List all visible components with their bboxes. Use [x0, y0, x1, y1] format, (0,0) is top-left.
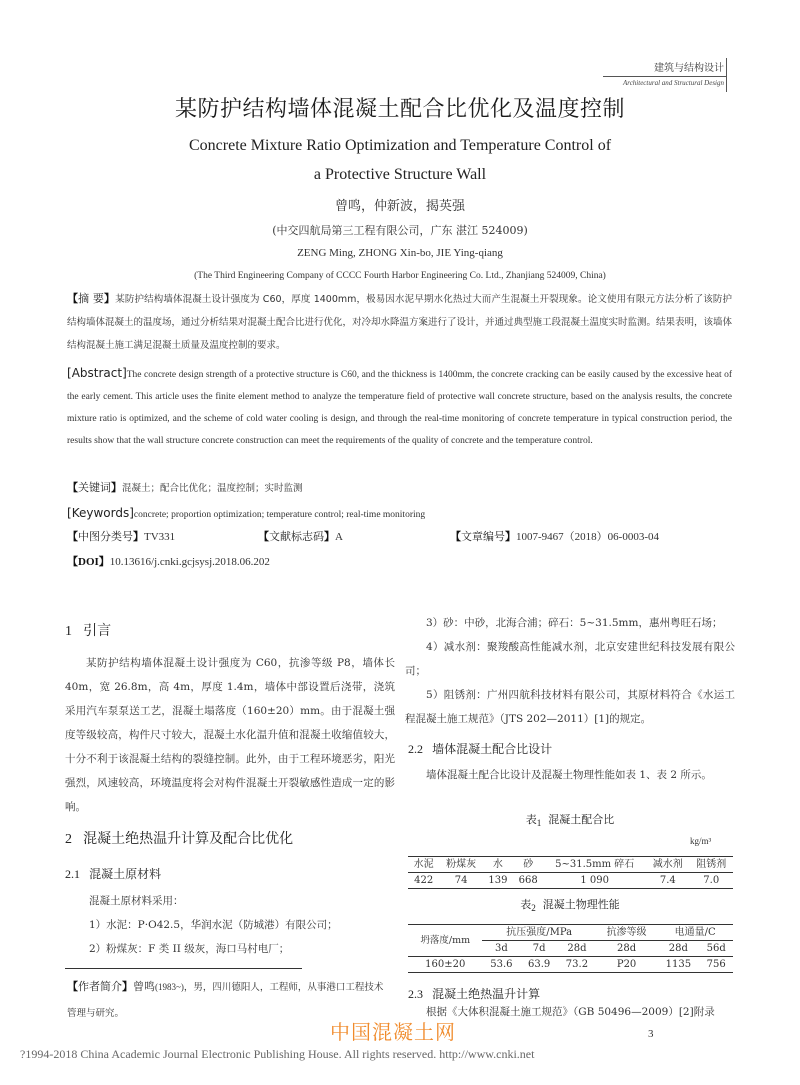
table-1-header: 砂 — [513, 857, 543, 873]
table-2-cell: 73.2 — [558, 957, 596, 973]
table-2-cell: 63.9 — [520, 957, 558, 973]
affiliation-cn: (中交四航局第三工程有限公司，广东 湛江 524009) — [272, 224, 528, 237]
table-1-data-row — [408, 873, 733, 889]
table-1-cell: 74 — [439, 873, 482, 889]
table-1-caption-number: 1 — [536, 818, 542, 829]
doc-code-value: A — [335, 531, 343, 543]
abstract-cn — [67, 287, 732, 357]
table-2-slump-header: 坍落度/mm — [408, 925, 482, 957]
table-2-subheader: 3d — [494, 943, 508, 954]
footnote-rule — [65, 968, 302, 969]
table-2-cell: 1135 — [657, 957, 699, 973]
affiliation-en: (The Third Engineering Company of CCCC Fourth Harbor Engineering Co. Ltd., Zhanjiang 524009, China) — [194, 271, 606, 281]
keywords-cn-text: 混凝土；配合比优化；温度控制；实时监测 — [122, 483, 303, 494]
table-2-caption-title: 混凝土物理性能 — [542, 898, 620, 911]
abstract-en-label: [Abstract] — [67, 366, 127, 380]
authors-en: ZENG Ming, ZHONG Xin-bo, JIE Ying-qiang — [297, 247, 503, 259]
keywords-cn-label: 【关键词】 — [67, 481, 122, 494]
doc-code-label: 【文献标志码】 — [258, 530, 335, 543]
section-2-1-title: 混凝土原材料 — [89, 867, 162, 881]
table-1-caption-prefix: 表 — [525, 813, 537, 826]
table-2 — [408, 924, 733, 973]
table-2-subheader: 28d — [668, 943, 688, 954]
section-1-heading — [65, 620, 111, 640]
table-2-impermeability-header: 抗渗等级 — [596, 925, 657, 941]
abstract-en — [67, 362, 732, 452]
clc-label: 【中图分类号】 — [67, 530, 144, 543]
running-header-rule — [603, 76, 727, 77]
table-1-header: 粉煤灰 — [439, 857, 482, 873]
table-2-caption — [405, 897, 735, 916]
table-2-subheader: 28d — [617, 943, 637, 954]
table-2-subheader: 7d — [532, 943, 546, 954]
title-en-line2: a Protective Structure Wall — [313, 166, 487, 183]
title-en-line1: Concrete Mixture Ratio Optimization and Temperature Control of — [188, 137, 612, 154]
table-2-subheader: 56d — [706, 943, 726, 954]
section-1-paragraph: 某防护结构墙体混凝土设计强度为 C60，抗渗等级 P8，墙体长 40m，宽 26.8m，高 4m，厚度 1.4m，墙体中部设置后浇带，浇筑采用汽车泵泵送工艺，混凝土塌落度（160±20）mm。由于混凝土强度等级较高，构件尺寸较大，混凝土水化温升值和混凝土收缩值较大，十分不利于该混凝土结构的裂缝控制。此外，由于工程环境恶劣，阳光强烈，风速较高，环境温度将会对构件混凝土开裂敏感性造成一定的影响。 — [65, 657, 395, 813]
table-1-cell: 1 090 — [543, 873, 646, 889]
author-bio-name: 曾鸣 — [133, 980, 155, 993]
doi-label: 【DOI】 — [67, 556, 110, 568]
section-2-3-title: 混凝土绝热温升计算 — [432, 987, 541, 1001]
material-1: 1）水泥：P·O42.5，华润水泥（防城港）有限公司； — [89, 919, 338, 931]
table-2-header-row — [408, 925, 733, 941]
table-1-unit: kg/m³ — [690, 836, 712, 846]
title-cn: 某防护结构墙体混凝土配合比优化及温度控制 — [174, 97, 625, 122]
table-2-subheader: 28d — [567, 943, 587, 954]
table-1-header: 5~31.5mm 碎石 — [543, 857, 646, 873]
table-1-caption-title: 混凝土配合比 — [548, 813, 615, 826]
table-2-flux-header: 电通量/C — [657, 925, 733, 941]
article-no-label: 【文章编号】 — [450, 530, 516, 543]
table-2-cell: 756 — [699, 957, 733, 973]
table-1-caption — [405, 812, 735, 831]
section-2-2-number: 2.2 — [408, 742, 423, 756]
author-bio-years: (1983~) — [155, 982, 184, 992]
copyright-notice: ?1994-2018 China Academic Journal Electronic Publishing House. All rights reserved. http://www.cnki.net — [20, 1047, 535, 1061]
table-2-cell: 53.6 — [482, 957, 520, 973]
section-2-1-heading — [65, 863, 161, 882]
table-1-header: 减水剂 — [646, 857, 689, 873]
article-no-value: 1007-9467（2018）06-0003-04 — [516, 531, 659, 543]
clc-number — [67, 528, 175, 544]
section-2-2-title: 墙体混凝土配合比设计 — [432, 742, 553, 756]
author-bio-text: ，男，四川德阳人，工程师，从事港口工程技术管理与研究。 — [67, 982, 384, 1019]
keywords-cn — [67, 478, 732, 499]
section-2-3-number: 2.3 — [408, 987, 423, 1001]
doi-value[interactable]: 10.13616/j.cnki.gcjsysj.2018.06.202 — [109, 556, 270, 568]
abstract-cn-label: 【摘 要】 — [67, 292, 116, 305]
table-1-header: 水泥 — [408, 857, 439, 873]
running-header-en: Architectural and Structural Design — [622, 79, 724, 87]
document-code — [258, 528, 343, 544]
section-2-number: 2 — [65, 832, 72, 847]
running-header-cn: 建筑与结构设计 — [654, 63, 724, 74]
clc-value: TV331 — [144, 531, 176, 543]
table-1-header: 水 — [483, 857, 513, 873]
page-number: 3 — [648, 1028, 654, 1040]
table-2-data-row — [408, 957, 733, 973]
section-2-2-paragraph: 墙体混凝土配合比设计及混凝土物理性能如表 1、表 2 所示。 — [426, 769, 712, 781]
keywords-en-label: [Keywords] — [67, 506, 134, 520]
table-2-strength-header: 抗压强度/MPa — [482, 925, 595, 941]
keywords-en-text: concrete; proportion optimization; temperature control; real-time monitoring — [133, 510, 426, 520]
article-number — [450, 528, 659, 544]
table-1-cell: 422 — [408, 873, 439, 889]
material-2: 2）粉煤灰：F 类 II 级灰，海口马村电厂； — [89, 943, 290, 955]
table-2-caption-prefix: 表 — [520, 898, 532, 911]
table-1-header-row — [408, 857, 733, 873]
table-1-cell: 7.4 — [646, 873, 689, 889]
table-1-header: 阻锈剂 — [690, 857, 733, 873]
section-2-heading — [65, 828, 293, 848]
running-header-vertical-rule — [726, 58, 727, 92]
abstract-en-text: The concrete design strength of a protective structure is C60, and the thickness is 1400mm, the concrete cracking can be easily caused by the excessive heat of the early cement. This article uses the finite element method to analyze the temperature field of protective wall concrete structure, based on the analysis results, the concrete mixture ratio is optimized, and the scheme of cold water cooling is design, and through the real-time monitoring of concrete temperature in typical construction period, the results show that the wall structure concrete construction can meet the requirements of the quality of concrete and the temperature control. — [67, 370, 732, 446]
section-1-number: 1 — [65, 624, 72, 639]
keywords-en — [67, 503, 732, 525]
material-3: 3）砂：中砂，北海合浦；碎石：5~31.5mm，惠州粤旺石场； — [426, 617, 723, 629]
section-1-title: 引言 — [83, 623, 112, 639]
table-2-cell: P20 — [596, 957, 657, 973]
table-1-cell: 139 — [483, 873, 513, 889]
table-2-caption-number: 2 — [531, 903, 536, 914]
table-1-cell: 668 — [513, 873, 543, 889]
section-2-2-heading — [408, 738, 552, 757]
material-4: 4）减水剂：聚羧酸高性能减水剂，北京安建世纪科技发展有限公司； — [405, 641, 735, 677]
section-2-title: 混凝土绝热温升计算及配合比优化 — [83, 831, 294, 847]
section-2-3-paragraph: 根据《大体积混凝土施工规范》（GB 50496—2009）[2]附录 — [426, 1006, 715, 1018]
materials-intro: 混凝土原材料采用： — [89, 895, 184, 907]
material-5: 5）阻锈剂：广州四航科技材料有限公司，其原材料符合《水运工程混凝土施工规范》（JTS 202—2011）[1]的规定。 — [405, 689, 735, 725]
table-2-cell: 160±20 — [408, 957, 482, 973]
doi — [67, 553, 270, 569]
authors-cn: 曾鸣，仲新波，揭英强 — [334, 199, 465, 214]
watermark: 中国混凝土网 — [330, 1020, 456, 1044]
section-2-1-number: 2.1 — [65, 867, 80, 881]
table-1-cell: 7.0 — [690, 873, 733, 889]
abstract-cn-text: 某防护结构墙体混凝土设计强度为 C60，厚度 1400mm，极易因水泥早期水化热过大而产生混凝土开裂现象。论文使用有限元方法分析了该防护结构墙体混凝土的温度场，通过分析结果对混凝土配合比进行优化，对冷却水降温方案进行了设计，并通过典型施工段混凝土温度实时监测。结果表明，该墙体结构混凝土施工满足混凝土质量及温度控制的要求。 — [67, 294, 733, 351]
table-1 — [408, 856, 733, 889]
author-bio-label: 【作者简介】 — [67, 980, 133, 993]
